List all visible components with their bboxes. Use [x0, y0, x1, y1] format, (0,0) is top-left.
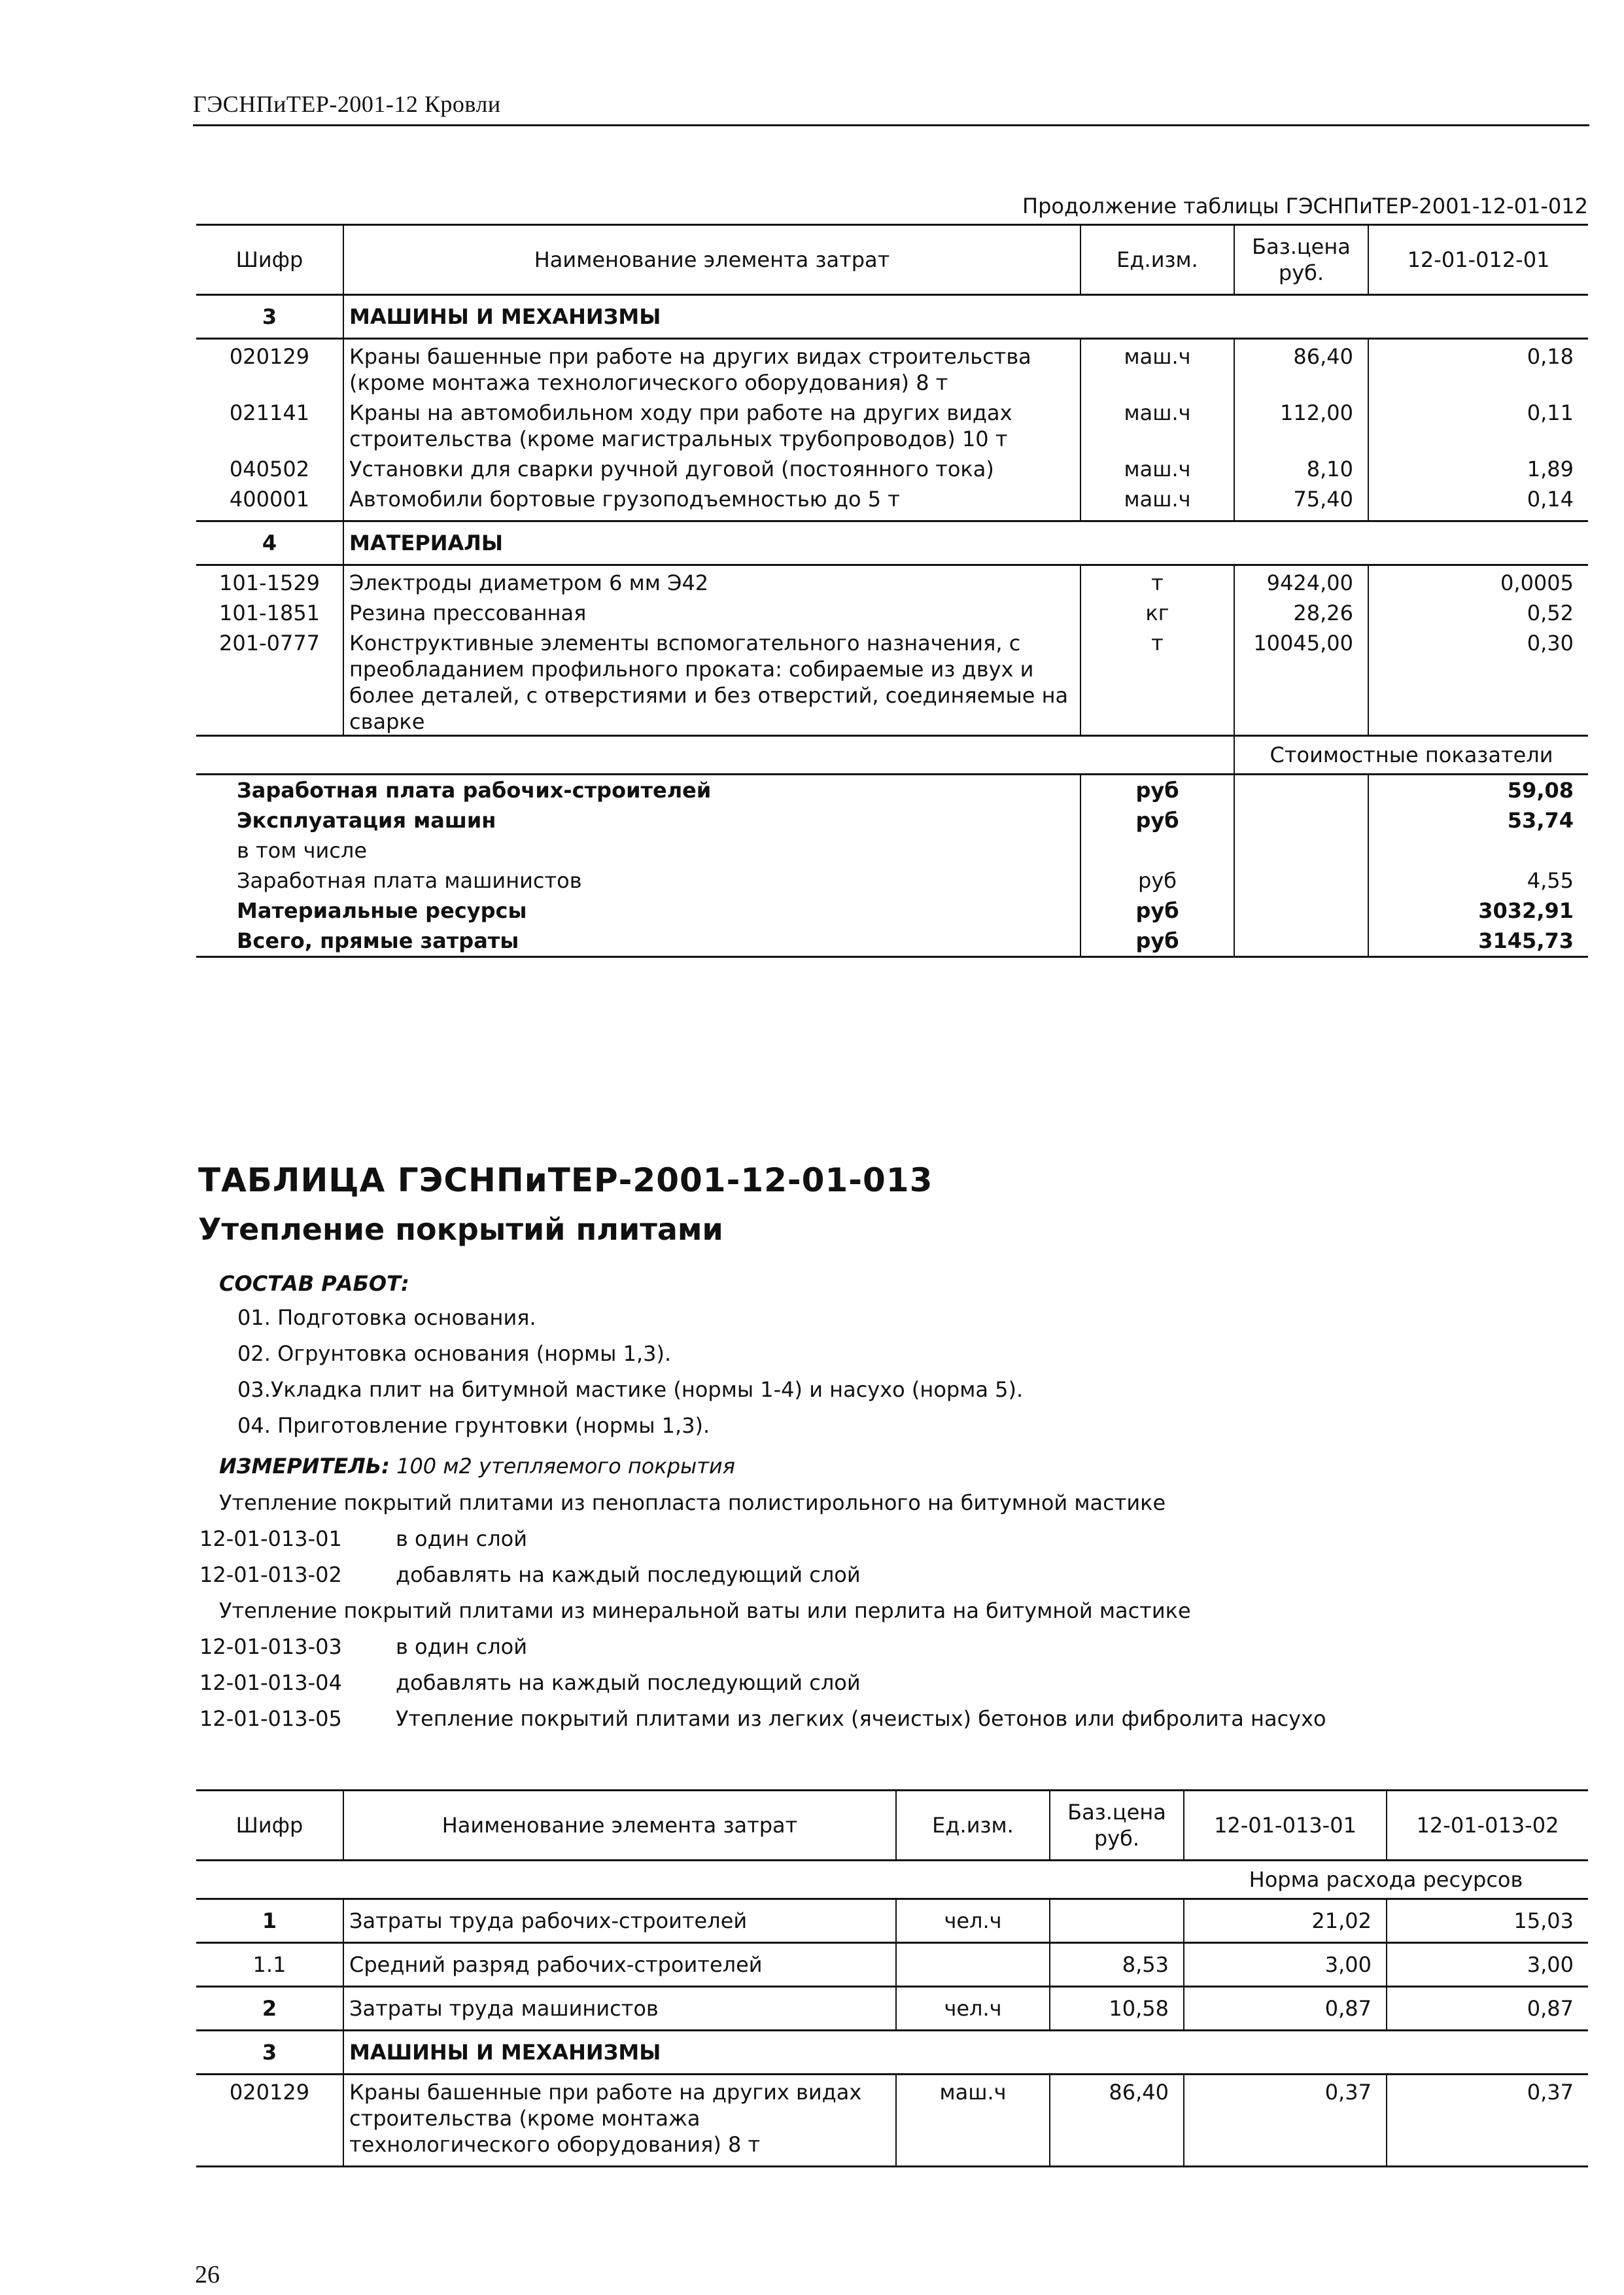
row-price: 112,00 [1234, 396, 1368, 452]
work-item: 01. Подготовка основания. [237, 1305, 536, 1330]
row-name: Затраты труда рабочих-строителей [343, 1899, 896, 1943]
section-number: 3 [196, 295, 343, 339]
row-unit: чел.ч [896, 1987, 1050, 2031]
section-title: МАШИНЫ И МЕХАНИЗМЫ [343, 295, 1588, 339]
row-name: Автомобили бортовые грузоподъемностью до 5 т [343, 482, 1080, 521]
cost-name: Материальные ресурсы [237, 898, 527, 923]
cost-unit: руб [1080, 805, 1234, 835]
cost-name: Заработная плата рабочих-строителей [237, 778, 712, 803]
row-value: 0,11 [1368, 396, 1588, 452]
section-row [196, 2031, 1588, 2075]
row-value: 1,89 [1368, 452, 1588, 482]
row-name: Электроды диаметром 6 мм Э42 [343, 565, 1080, 597]
row-name: Средний разряд рабочих-строителей [343, 1943, 896, 1987]
row-code: 021141 [229, 400, 310, 425]
row-code: 020129 [229, 344, 310, 369]
row-price: 28,26 [1234, 596, 1368, 626]
meter-label: ИЗМЕРИТЕЛЬ: [219, 1454, 390, 1479]
header-rule [193, 124, 1589, 126]
cost-row [196, 805, 1588, 835]
row-price: 9424,00 [1234, 565, 1368, 597]
table-subtitle: Утепление покрытий плитами [198, 1212, 723, 1247]
table-row [196, 482, 1588, 521]
cost-value: 3145,73 [1368, 926, 1588, 957]
header-code: Шифр [196, 225, 343, 295]
row-code: 020129 [229, 2080, 310, 2105]
header-price: Баз.цена руб. [1234, 225, 1368, 295]
table-caption: Продолжение таблицы ГЭСНПиТЕР-2001-12-01-012 [1022, 194, 1588, 219]
row-name: Установки для сварки ручной дуговой (постоянного тока) [343, 452, 1080, 482]
work-item: 03.Укладка плит на битумной мастике (нормы 1-4) и насухо (норма 5). [237, 1377, 1024, 1402]
row-value-2: 0,37 [1387, 2075, 1588, 2167]
cost-name: в том числе [237, 838, 367, 863]
header-norm-col-1: 12-01-013-01 [1184, 1791, 1387, 1861]
table-row [196, 626, 1588, 736]
row-code: 1 [196, 1899, 343, 1943]
meter-value: 100 м2 утепляемого покрытия [396, 1454, 735, 1479]
header-code: Шифр [196, 1791, 343, 1861]
row-price [1050, 1899, 1184, 1943]
composition-title: СОСТАВ РАБОТ: [219, 1271, 409, 1296]
row-name: Резина прессованная [343, 596, 1080, 626]
cost-name: Заработная плата машинистов [237, 868, 582, 893]
row-code: 2 [196, 1987, 343, 2031]
table-row [196, 565, 1588, 597]
row-code: 040502 [229, 457, 310, 482]
cost-value: 3032,91 [1368, 896, 1588, 926]
row-value-1: 21,02 [1184, 1899, 1387, 1943]
norm-group-title: Утепление покрытий плитами из минеральной ваты или перлита на битумной мастике [219, 1598, 1191, 1623]
cost-unit [1080, 835, 1234, 866]
norm-desc: Утепление покрытий плитами из легких (ячеистых) бетонов или фибролита насухо [396, 1706, 1326, 1731]
page-number: 26 [195, 2261, 220, 2288]
row-unit: маш.ч [1080, 396, 1234, 452]
row-name: Краны башенные при работе на других видах строительства (кроме монтажа технологического оборудования) 8 т [343, 2075, 896, 2167]
section-row [196, 295, 1588, 339]
norm-header-row [196, 1861, 1588, 1899]
row-value-2: 15,03 [1387, 1899, 1588, 1943]
row-price: 8,10 [1234, 452, 1368, 482]
header-price: Баз.цена руб. [1050, 1791, 1184, 1861]
row-value-2: 3,00 [1387, 1943, 1588, 1987]
work-item: 02. Огрунтовка основания (нормы 1,3). [237, 1341, 672, 1366]
cost-header-row [196, 736, 1588, 775]
table-row [196, 396, 1588, 452]
header-unit: Ед.изм. [1080, 225, 1234, 295]
row-unit: маш.ч [1080, 452, 1234, 482]
cost-value: 53,74 [1368, 805, 1588, 835]
table-row [196, 596, 1588, 626]
row-unit: маш.ч [1080, 339, 1234, 396]
cost-value: 59,08 [1368, 775, 1588, 806]
row-value-1: 3,00 [1184, 1943, 1387, 1987]
norm-group-title: Утепление покрытий плитами из пенопласта полистирольного на битумной мастике [219, 1490, 1166, 1515]
meter [219, 1454, 735, 1479]
row-unit: кг [1080, 596, 1234, 626]
row-unit: маш.ч [1080, 482, 1234, 521]
norm-header: Норма расхода ресурсов [1184, 1861, 1588, 1899]
header-norm-col-2: 12-01-013-02 [1387, 1791, 1588, 1861]
cost-name: Всего, прямые затраты [237, 928, 519, 953]
row-price: 10,58 [1050, 1987, 1184, 2031]
table-row [196, 2075, 1588, 2167]
row-price: 86,40 [1050, 2075, 1184, 2167]
cost-row [196, 926, 1588, 957]
row-value-1: 0,87 [1184, 1987, 1387, 2031]
resource-table-013 [196, 1789, 1588, 2167]
row-unit [896, 1943, 1050, 1987]
cost-unit: руб [1080, 926, 1234, 957]
header-norm-col: 12-01-012-01 [1368, 225, 1588, 295]
row-name: Краны башенные при работе на других видах строительства (кроме монтажа технологического оборудования) 8 т [343, 339, 1080, 396]
row-name: Конструктивные элементы вспомогательного назначения, с преобладанием профильного проката: собираемые из двух и более деталей, с отверстиями и без отверстий, соединяемые на сварке [343, 626, 1080, 736]
header-name: Наименование элемента затрат [343, 225, 1080, 295]
section-number: 4 [196, 521, 343, 565]
cost-name: Эксплуатация машин [237, 808, 496, 833]
row-price: 8,53 [1050, 1943, 1184, 1987]
row-value: 0,0005 [1368, 565, 1588, 597]
row-value-2: 0,87 [1387, 1987, 1588, 2031]
cost-row [196, 866, 1588, 896]
norm-code: 12-01-013-05 [199, 1706, 342, 1731]
norm-desc: в один слой [396, 1526, 528, 1551]
row-value: 0,14 [1368, 482, 1588, 521]
cost-unit: руб [1080, 775, 1234, 806]
norm-code: 12-01-013-03 [199, 1634, 342, 1659]
row-name: Затраты труда машинистов [343, 1987, 896, 2031]
cost-value [1368, 835, 1588, 866]
row-unit: маш.ч [896, 2075, 1050, 2167]
row-price: 10045,00 [1234, 626, 1368, 736]
norm-code: 12-01-013-04 [199, 1670, 342, 1695]
row-code: 201-0777 [218, 631, 320, 656]
cost-row [196, 896, 1588, 926]
row-value: 0,18 [1368, 339, 1588, 396]
row-name: Краны на автомобильном ходу при работе на других видах строительства (кроме магистральных трубопроводов) 10 т [343, 396, 1080, 452]
row-code: 400001 [229, 487, 310, 512]
norm-desc: в один слой [396, 1634, 528, 1659]
norm-desc: добавлять на каждый последующий слой [396, 1670, 861, 1695]
cost-row [196, 835, 1588, 866]
norm-code: 12-01-013-02 [199, 1562, 342, 1587]
norm-desc: добавлять на каждый последующий слой [396, 1562, 861, 1587]
row-value: 0,52 [1368, 596, 1588, 626]
row-unit: т [1080, 565, 1234, 597]
cost-unit: руб [1080, 896, 1234, 926]
cost-row [196, 775, 1588, 806]
table-row [196, 1987, 1588, 2031]
cost-unit: руб [1080, 866, 1234, 896]
section-title: МАТЕРИАЛЫ [343, 521, 1588, 565]
cost-header: Стоимостные показатели [1234, 736, 1588, 775]
row-price: 75,40 [1234, 482, 1368, 521]
row-value-1: 0,37 [1184, 2075, 1387, 2167]
norm-code: 12-01-013-01 [199, 1526, 342, 1551]
section-title: МАШИНЫ И МЕХАНИЗМЫ [343, 2031, 1588, 2075]
section-row [196, 521, 1588, 565]
table-title: ТАБЛИЦА ГЭСНПиТЕР-2001-12-01-013 [198, 1161, 933, 1199]
row-code: 1.1 [196, 1943, 343, 1987]
table-header-row [196, 1791, 1588, 1861]
running-header: ГЭСНПиТЕР-2001-12 Кровли [193, 91, 501, 117]
table-row [196, 1899, 1588, 1943]
row-unit: чел.ч [896, 1899, 1050, 1943]
table-header-row [196, 225, 1588, 295]
cost-value: 4,55 [1368, 866, 1588, 896]
row-code: 101-1529 [218, 570, 320, 595]
header-unit: Ед.изм. [896, 1791, 1050, 1861]
work-item: 04. Приготовление грунтовки (нормы 1,3). [237, 1413, 710, 1438]
resource-table-012 [196, 224, 1588, 958]
section-number: 3 [196, 2031, 343, 2075]
table-row [196, 339, 1588, 396]
row-code: 101-1851 [218, 601, 320, 625]
table-row [196, 452, 1588, 482]
row-unit: т [1080, 626, 1234, 736]
row-price: 86,40 [1234, 339, 1368, 396]
row-value: 0,30 [1368, 626, 1588, 736]
table-row [196, 1943, 1588, 1987]
header-name: Наименование элемента затрат [343, 1791, 896, 1861]
